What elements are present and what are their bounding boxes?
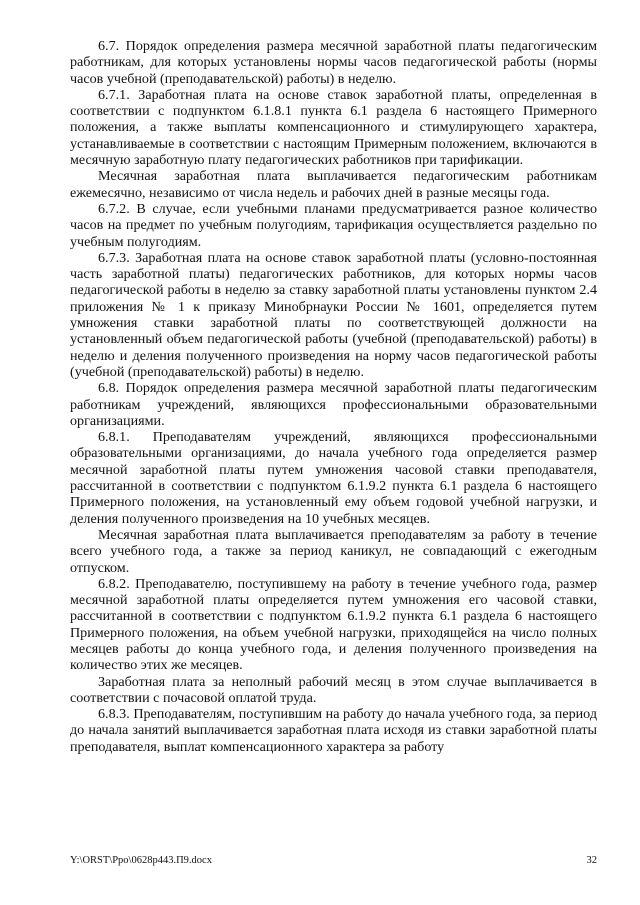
- paragraph-6-8: 6.8. Порядок определения размера месячной заработной платы педагогическим работникам учреждений, являющихся профессиональными образовательными организациями.: [70, 380, 597, 429]
- document-body: [70, 38, 597, 755]
- paragraph-6-8-2-continued: Заработная плата за неполный рабочий месяц в этом случае выплачивается в соответствии с почасовой оплатой труда.: [70, 673, 597, 706]
- paragraph-6-7-2: 6.7.2. В случае, если учебными планами предусматривается разное количество часов на предмет по учебным полугодиям, тарификация осуществляется раздельно по учебным полугодиям.: [70, 200, 597, 250]
- page-footer: [70, 855, 597, 866]
- paragraph-6-7: 6.7. Порядок определения размера месячной заработной платы педагогическим работникам, для которых установлены нормы часов педагогической работы (нормы часов учебной (преподавательской) работы) в неделю.: [70, 38, 597, 87]
- paragraph-6-8-1: 6.8.1. Преподавателям учреждений, являющихся профессиональными образовательными организациями, до начала учебного года определяется размер месячной заработной платы путем умножения часовой ставки преподавателя, рассчитанной в соответствии с подпунктом 6.1.9.2 пункта 6.1 раздела 6 настоящего Примерного положения, на установленный ему объем годовой учебной нагрузки, и деления полученного произведения на 10 учебных месяцев.: [70, 429, 597, 527]
- page-number: 32: [586, 855, 597, 866]
- footer-file-path: Y:\ORST\Ppo\0628p443.П9.docx: [70, 855, 212, 866]
- paragraph-6-8-2: 6.8.2. Преподавателю, поступившему на работу в течение учебного года, размер месячной заработной платы определяется путем умножения его часовой ставки, рассчитанной в соответствии с подпунктом 6.1.9.2 пункта 6.1 раздела 6 настоящего Примерного положения, на объем учебной нагрузки, приходящейся на число полных месяцев работы до конца учебного года, и деления полученного произведения на количество этих же месяцев.: [70, 575, 597, 674]
- paragraph-6-8-3: 6.8.3. Преподавателям, поступившим на работу до начала учебного года, за период до начала занятий выплачивается заработная плата исходя из ставки заработной платы преподавателя, выплат компенсационного характера за работу: [70, 706, 597, 755]
- paragraph-6-7-1: 6.7.1. Заработная плата на основе ставок заработной платы, определенная в соответствии с подпунктом 6.1.8.1 пункта 6.1 раздела 6 настоящего Примерного положения, а также выплаты компенсационного и стимулирующего характера, устанавливаемые в соответствии с настоящим Примерным положением, включаются в месячную заработную плату педагогических работников при тарификации.: [70, 86, 597, 169]
- paragraph-6-8-1-continued: Месячная заработная плата выплачивается преподавателям за работу в течение всего учебного года, а также за период каникул, не совпадающий с ежегодным отпуском.: [70, 526, 597, 576]
- paragraph-6-7-1-continued: Месячная заработная плата выплачивается педагогическим работникам ежемесячно, независимо от числа недель и рабочих дней в разные месяцы года.: [70, 168, 597, 201]
- paragraph-6-7-3: 6.7.3. Заработная плата на основе ставок заработной платы (условно-постоянная часть заработной платы) педагогических работников, для которых нормы часов педагогической работы в неделю за ставку заработной платы установлены пунктом 2.4 приложения № 1 к приказу Минобрнауки России № 1601, определяется путем умножения ставки заработной платы по соответствующей должности на установленный объем педагогической работы (учебной (преподавательской) работы) в неделю и деления полученного произведения на норму часов педагогической работы (учебной (преподавательской) работы) в неделю.: [70, 249, 597, 380]
